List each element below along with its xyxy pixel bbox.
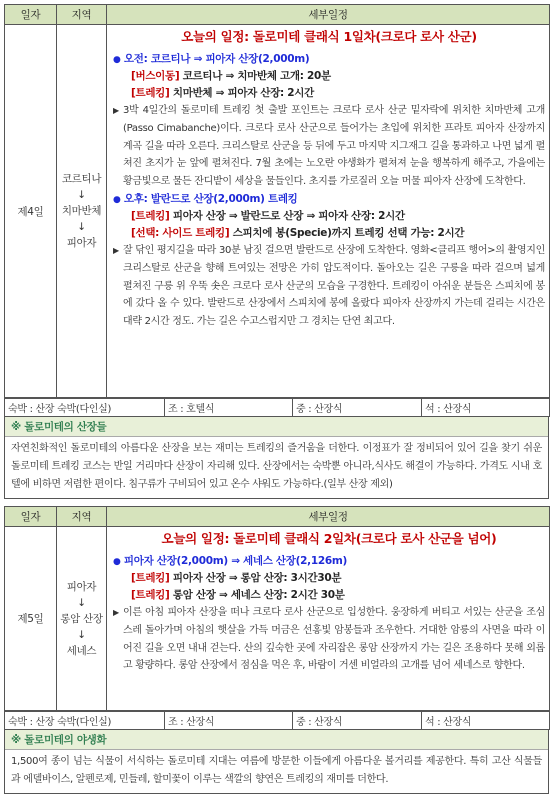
- day4-am-title: ● 오전: 코르티나 ⇒ 피아자 산장(2,000m): [113, 53, 310, 65]
- day5-accommodation: [4, 711, 550, 730]
- info-text: 자연친화적인 돌로미테의 아름다운 산장을 보는 재미는 트레킹의 즐거움을 더한다. 이정표가 잘 정비되어 있어 길을 찾기 쉬운 돌로미테 트레킹 코스는 반일 거리마다 산장이 자리해 있다. 산장에서는 숙박뿐 아니라,식사도 해결이 가능하다. 가격도 시내 호텔에 비하면 저렴한 편이다. 침구류가 구비되어 있고 온수 샤워도 가능하다.(일부 산장 제외): [11, 443, 542, 490]
- arrow: ↓: [77, 596, 86, 609]
- day4-pm-title: ● 오후: 발란드로 산장(2,000m) 트레킹: [113, 192, 298, 205]
- breakfast: 조 : 호텔식: [165, 399, 293, 417]
- day5-table: [4, 506, 550, 711]
- arrow: ↓: [77, 189, 86, 201]
- day4-am-desc: ▶ 3박 4일간의 돌로미테 트레킹 첫 출발 포인트는 크로다 로사 산군 밑자락에 위치한 치마반체 고개(Passo Cimabanche)이다. 크로다 로사 산군으로 들어가는 초입에 위치한 프라토 피아자 산장까지 계곡 길을 따라 오른다. 크리스탈로 산군을 등 뒤에 두고 마지막 지그재그 길을 통과하고 나면 넓게 펼쳐진 초지가 눈 앞에 펼쳐진다. 7월 초에는 노오란 야생화가 펼쳐져 눈을 행복하게 해주고, 가을에는 황금빛으로 물든 잔디밭이 세상을 물들인다. 초지를 가로질러 오늘 머물 피아자 산장에 도착한다.: [113, 102, 545, 191]
- lodging: 숙박 : 산장 숙박(다인실): [5, 399, 165, 417]
- day5-row: [트레킹] 롱암 산장 ⇒ 세네스 산장: 2시간 30분: [131, 589, 345, 601]
- triangle-icon: ▶: [113, 608, 119, 617]
- dinner: 석 : 산장식: [422, 399, 550, 417]
- itinerary-page: [4, 4, 549, 794]
- day4-schedule: [107, 25, 550, 398]
- info-title: ※ 돌로미테의 산장들: [5, 417, 548, 437]
- location: 치마반체: [61, 205, 102, 217]
- lodging: 숙박 : 산장 숙박(다인실): [5, 712, 165, 730]
- header-region: 지역: [57, 5, 107, 25]
- location: 롱암 산장: [60, 612, 103, 625]
- location: 세네스: [66, 644, 97, 657]
- dinner: 석 : 산장식: [422, 712, 550, 730]
- arrow: ↓: [77, 628, 86, 641]
- header-detail: 세부일정: [107, 507, 550, 527]
- day5-desc: ▶ 이른 아침 피아자 산장을 떠나 크로다 로사 산군으로 입성한다. 웅장하게 버티고 서있는 산군을 조심스레 돌아가며 아침의 햇살을 가득 머금은 선홍빛 암봉들과 조우한다. 거대한 암릉의 사면을 따라 이어진 길을 오면 내내 걷는다. 산의 깊숙한 곳에 자리잡은 롱암 산장까지 가는 길은 조용하다 못해 외롭고 황량하다. 롱암 산장에서 점심을 먹은 후, 바람이 거센 비얼라의 고개를 넘어 세네스로 향한다.: [113, 604, 545, 675]
- bullet-icon: ●: [113, 194, 121, 205]
- lunch: 중 : 산장식: [293, 712, 422, 730]
- day4-am-row: [버스이동] 코르티나 ⇒ 치마반체 고개: 20분: [131, 70, 331, 82]
- header-detail: 세부일정: [107, 5, 550, 25]
- day4-info-box: [4, 417, 549, 499]
- day4-pm-row: [선택: 사이드 트레킹] 스피치에 봉(Specie)까지 트레킹 선택 가능: 2시간: [131, 226, 465, 239]
- day4-pm-row: [트레킹] 피아자 산장 ⇒ 발란드로 산장 ⇒ 피아자 산장: 2시간: [131, 209, 405, 222]
- day4-am-row: [트레킹] 치마반체 ⇒ 피아자 산장: 2시간: [131, 87, 314, 99]
- info-text: 1,500여 종이 넘는 식물이 서식하는 돌로미테 지대는 여름에 방문한 이들에게 아름다운 볼거리를 제공한다. 특히 고산 식물들과 에델바이스, 알펜로제, 민들레, 할미꽃이 이루는 색깔의 향연은 트레킹의 재미를 더한다.: [11, 756, 542, 785]
- day4-title: 오늘의 일정: 돌로미테 클래식 1일차(크로다 로사 산군): [181, 29, 477, 44]
- bullet-icon: ●: [113, 55, 121, 65]
- day5-info-box: [4, 730, 549, 794]
- day5-sub-title: ● 피아자 산장(2,000m) ⇒ 세네스 산장(2,126m): [113, 555, 347, 567]
- header-day: 일자: [5, 5, 57, 25]
- day4-label: 제4일: [5, 25, 57, 398]
- day5-title: 오늘의 일정: 돌로미테 클래식 2일차(크로다 로사 산군을 넘어): [161, 531, 497, 546]
- location: 피아자: [66, 237, 97, 249]
- day5-schedule: [107, 527, 550, 711]
- location: 피아자: [66, 580, 97, 593]
- bullet-icon: ●: [113, 557, 121, 567]
- day5-row: [트레킹] 피아자 산장 ⇒ 롱암 산장: 3시간30분: [131, 572, 342, 584]
- location: 코르티나: [61, 173, 102, 185]
- breakfast: 조 : 산장식: [165, 712, 293, 730]
- day5-locations: [57, 527, 107, 711]
- day4-locations: [57, 25, 107, 398]
- day4-table: [4, 4, 550, 398]
- arrow: ↓: [77, 221, 86, 233]
- lunch: 중 : 산장식: [293, 399, 422, 417]
- triangle-icon: ▶: [113, 106, 119, 115]
- triangle-icon: ▶: [113, 245, 119, 255]
- day4-accommodation: [4, 398, 550, 417]
- info-title: ※ 돌로미테의 야생화: [5, 730, 548, 750]
- day5-label: 제5일: [5, 527, 57, 711]
- header-day: 일자: [5, 507, 57, 527]
- header-region: 지역: [57, 507, 107, 527]
- day4-pm-desc: ▶ 잘 닦인 평지길을 따라 30분 남짓 걸으면 발란드로 산장에 도착한다. 영화<클리프 행어>의 촬영지인 크리스탈로 산군을 향해 트여있는 전망은 가히 압도적이다. 돌아오는 길은 구릉을 따라 걸으며 넓게 펼쳐진 구릉 위 우뚝 솟은 크로다 로사 산군의 모습을 구경한다. 트레킹이 아쉬운 분들은 스피치에 봉에 갔다 올 수 있다. 발란드로 산장에서 스피치에 봉에 올랐다 피아자 산장까지 가는데 걸리는 시간은 대략 2시간 정도. 가는 길은 수고스럽지만 그 경치는 단연 최고다.: [113, 242, 545, 331]
